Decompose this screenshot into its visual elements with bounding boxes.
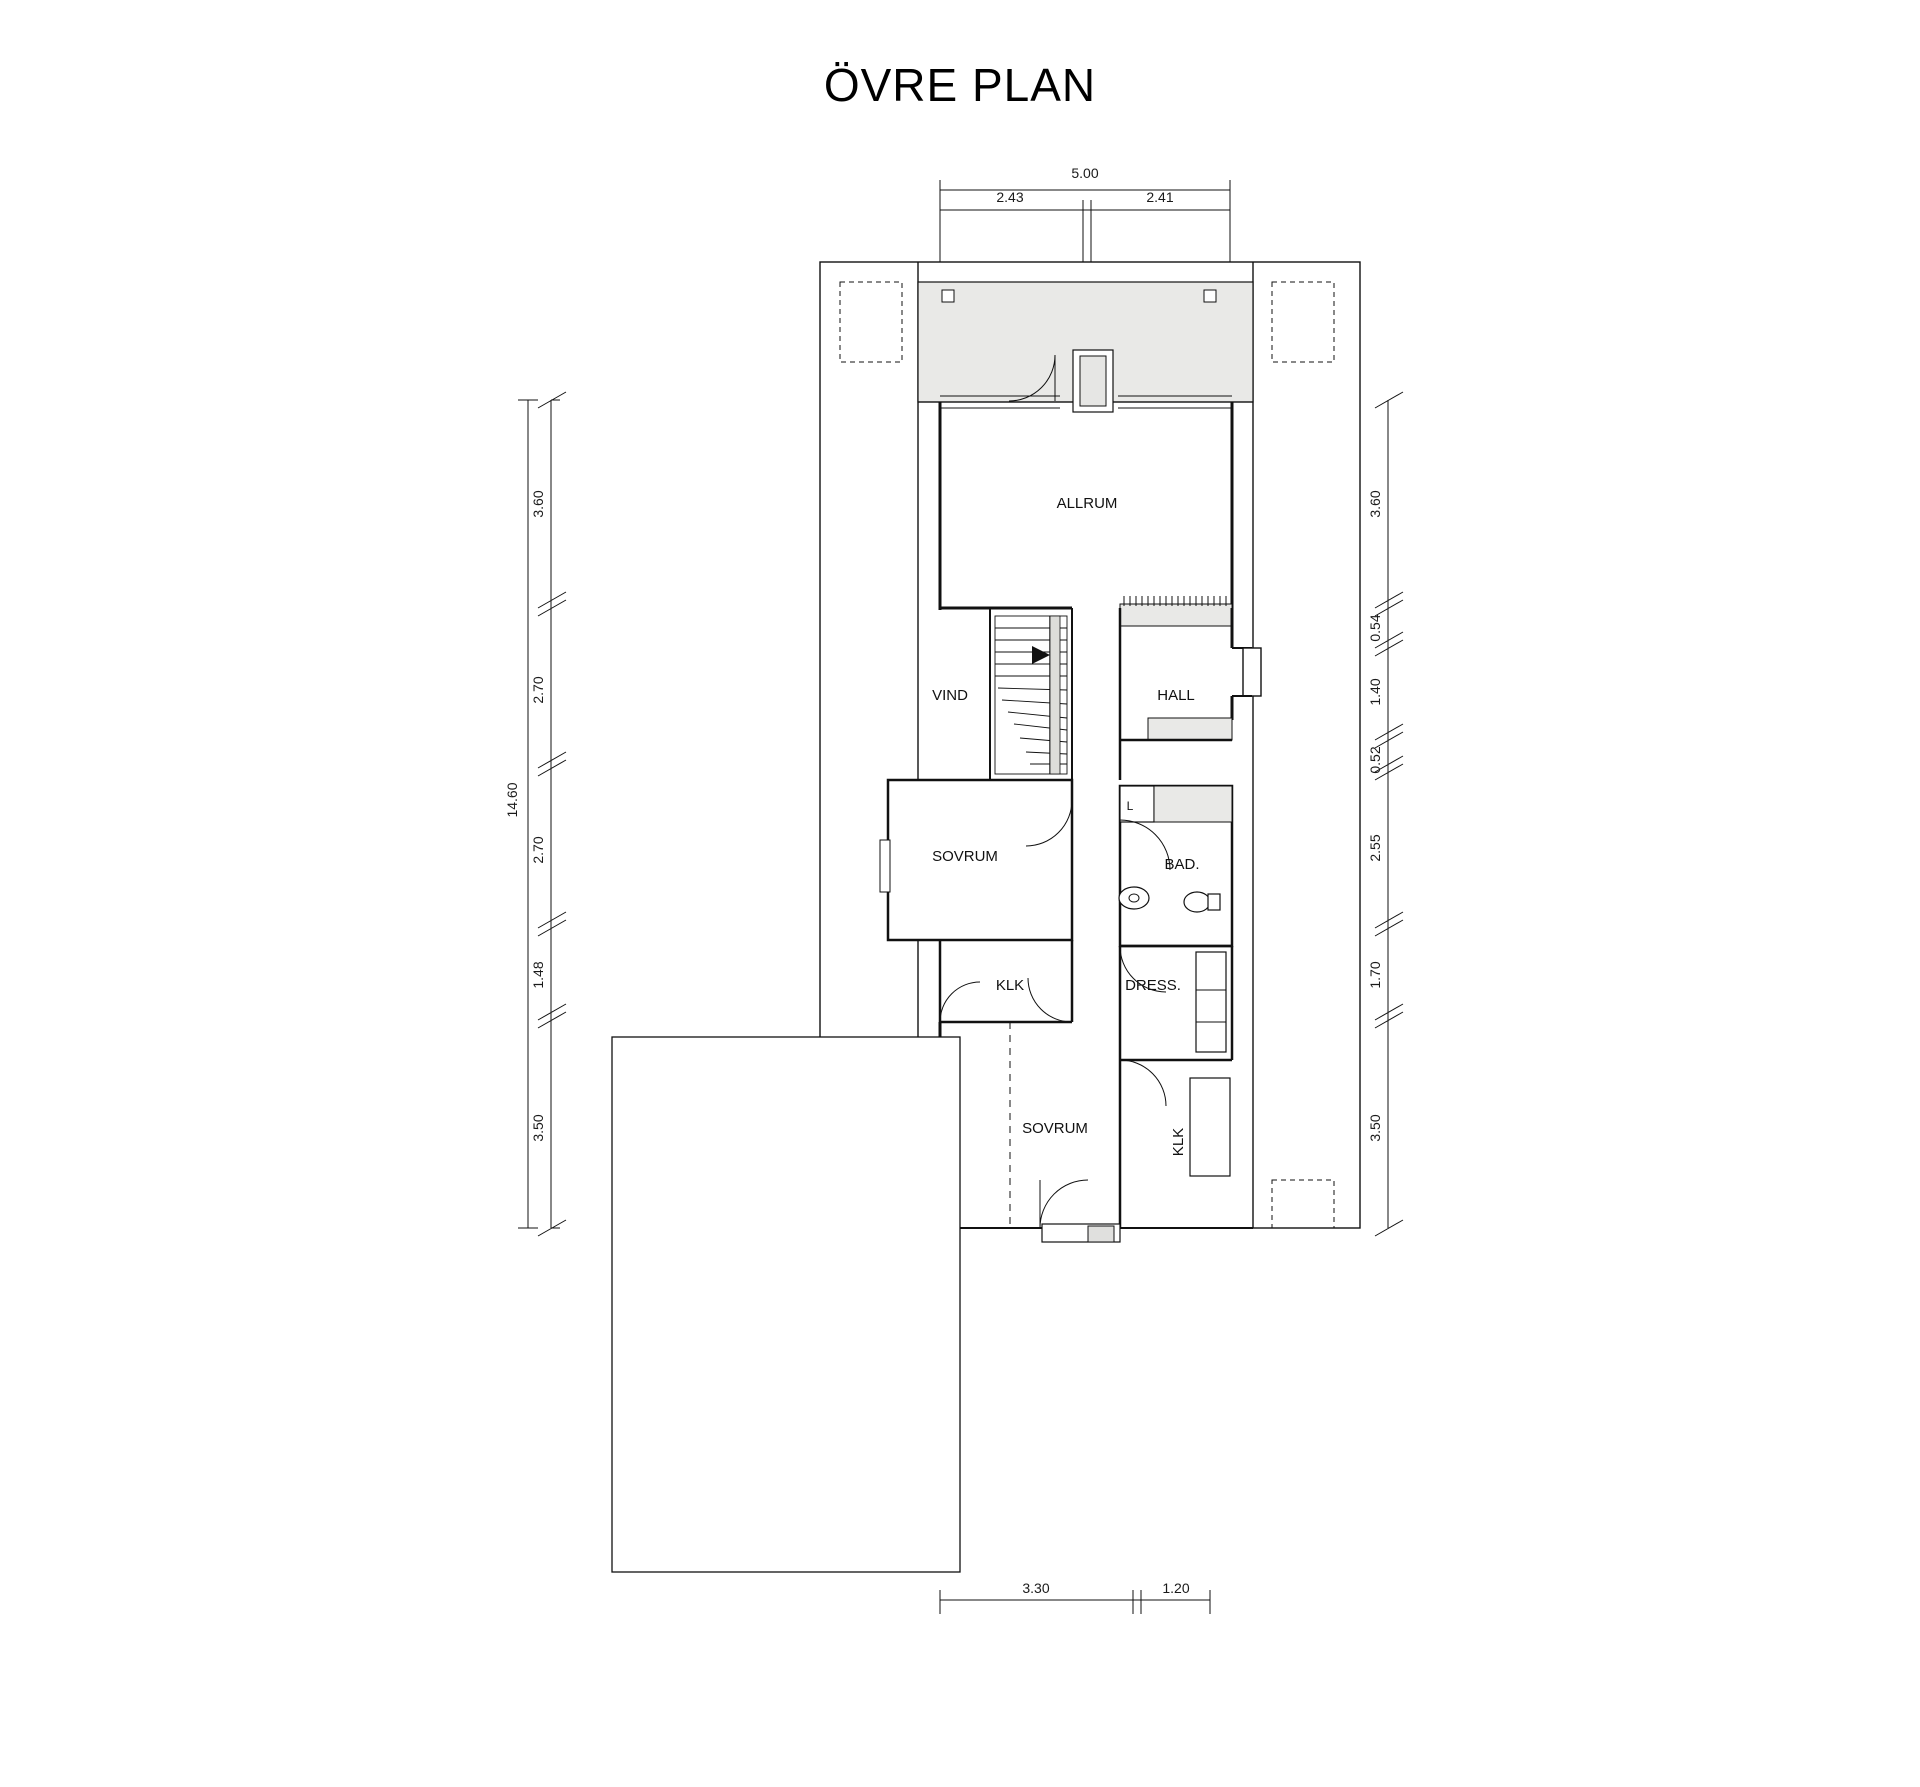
room-label-dress: DRESS. [1125, 977, 1181, 994]
dim-left-seg-2: 2.70 [530, 676, 546, 704]
room-label-bad: BAD. [1164, 856, 1200, 873]
dim-right-seg-6: 1.70 [1367, 961, 1383, 989]
room-label-laundry: L [1126, 799, 1134, 813]
building-walls [612, 262, 1360, 1572]
room-label-allrum: ALLRUM [1056, 495, 1118, 512]
room-label-klk-upper: KLK [995, 977, 1025, 994]
dim-top-seg-1: 2.43 [996, 189, 1024, 205]
room-label-hall: HALL [1157, 687, 1195, 704]
page-title: ÖVRE PLAN [823, 59, 1097, 111]
dim-left-seg-5: 3.50 [530, 1114, 546, 1142]
room-label-vind: VIND [932, 687, 968, 704]
room-label-sovrum-upper: SOVRUM [932, 848, 998, 865]
dim-bottom-seg-1: 3.30 [1022, 1580, 1050, 1596]
dim-right-seg-4: 0.52 [1367, 746, 1383, 774]
dim-right-seg-7: 3.50 [1367, 1114, 1383, 1142]
dim-right-seg-3: 1.40 [1367, 678, 1383, 706]
dim-bottom-seg-2: 1.20 [1162, 1580, 1190, 1596]
room-label-klk-lower: KLK [1170, 1127, 1187, 1157]
dim-left-total: 14.60 [504, 782, 520, 818]
dim-right-seg-2: 0.54 [1367, 614, 1383, 642]
dim-top-seg-2: 2.41 [1146, 189, 1174, 205]
dimension-chain-top [940, 180, 1230, 262]
dim-left-seg-4: 1.48 [530, 961, 546, 989]
dim-top-total: 5.00 [1071, 165, 1099, 181]
dim-left-seg-1: 3.60 [530, 490, 546, 518]
dim-left-seg-3: 2.70 [530, 836, 546, 864]
dim-right-seg-1: 3.60 [1367, 490, 1383, 518]
dim-right-seg-5: 2.55 [1367, 834, 1383, 862]
room-label-sovrum-lower: SOVRUM [1022, 1120, 1088, 1137]
